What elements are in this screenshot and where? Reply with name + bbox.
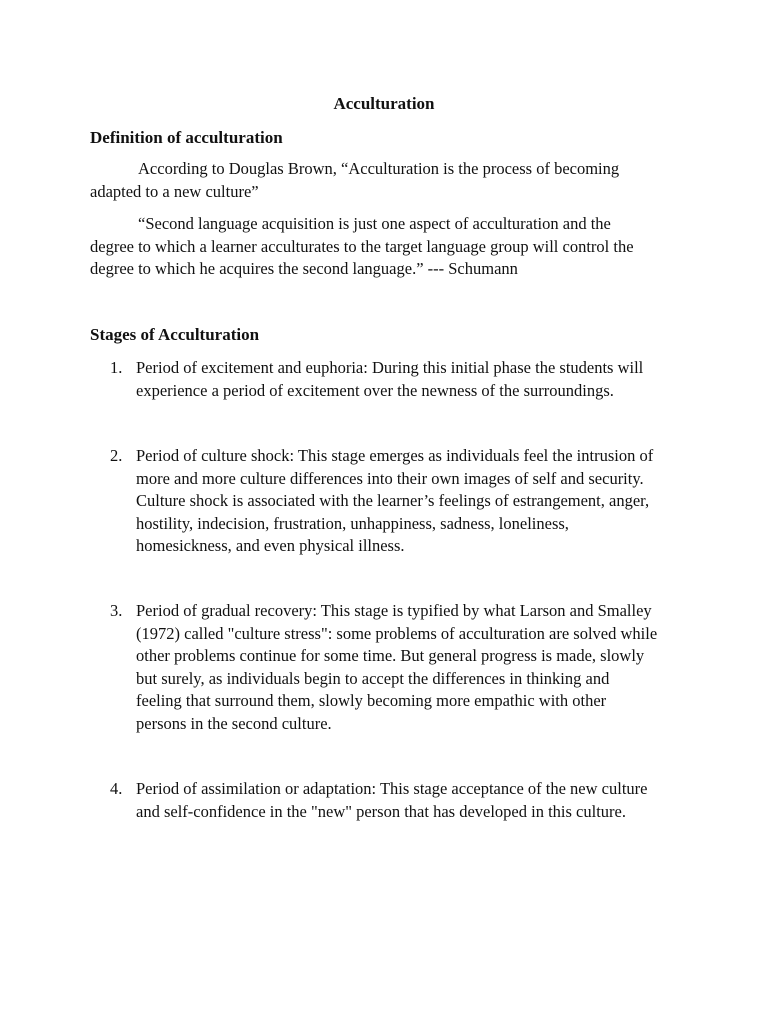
definition-paragraph-brown: According to Douglas Brown, “Acculturation is the process of becoming adapted to a new culture” [90, 159, 620, 201]
definition-heading: Definition of acculturation [90, 128, 283, 147]
list-item-number: 2. [110, 446, 123, 465]
stages-heading: Stages of Acculturation [90, 325, 260, 344]
definition-paragraph-schumann: “Second language acquisition is just one aspect of acculturation and the degree to which a learner acculturates to the target language group will control the degree to which he acquires the second language.” --- Schumann [90, 214, 634, 278]
list-item-text: Period of culture shock: This stage emerges as individuals feel the intrusion of more and more culture differences into their own images of self and security. Culture shock is associated with the learner’s feelings of estrangement, anger, hostility, indecision, frustration, unhappiness, sadness, loneliness, homesickness, and even physical illness. [136, 446, 654, 555]
list-item-text: Period of excitement and euphoria: During this initial phase the students will experience a period of excitement over the newness of the surroundings. [136, 358, 644, 400]
document-title: Acculturation [333, 94, 435, 113]
list-item-text: Period of gradual recovery: This stage is typified by what Larson and Smalley (1972) called "culture stress": some problems of acculturation are solved while other problems continue for some time. But general progress is made, slowly but surely, as individuals begin to accept the differences in thinking and feeling that surround them, slowly becoming more empathic with other persons in the second culture. [136, 601, 658, 733]
list-item-number: 1. [110, 358, 123, 377]
list-item-number: 3. [110, 601, 123, 620]
list-item-text: Period of assimilation or adaptation: This stage acceptance of the new culture and self-confidence in the "new" person that has developed in this culture. [136, 779, 648, 821]
list-item-number: 4. [110, 779, 123, 798]
